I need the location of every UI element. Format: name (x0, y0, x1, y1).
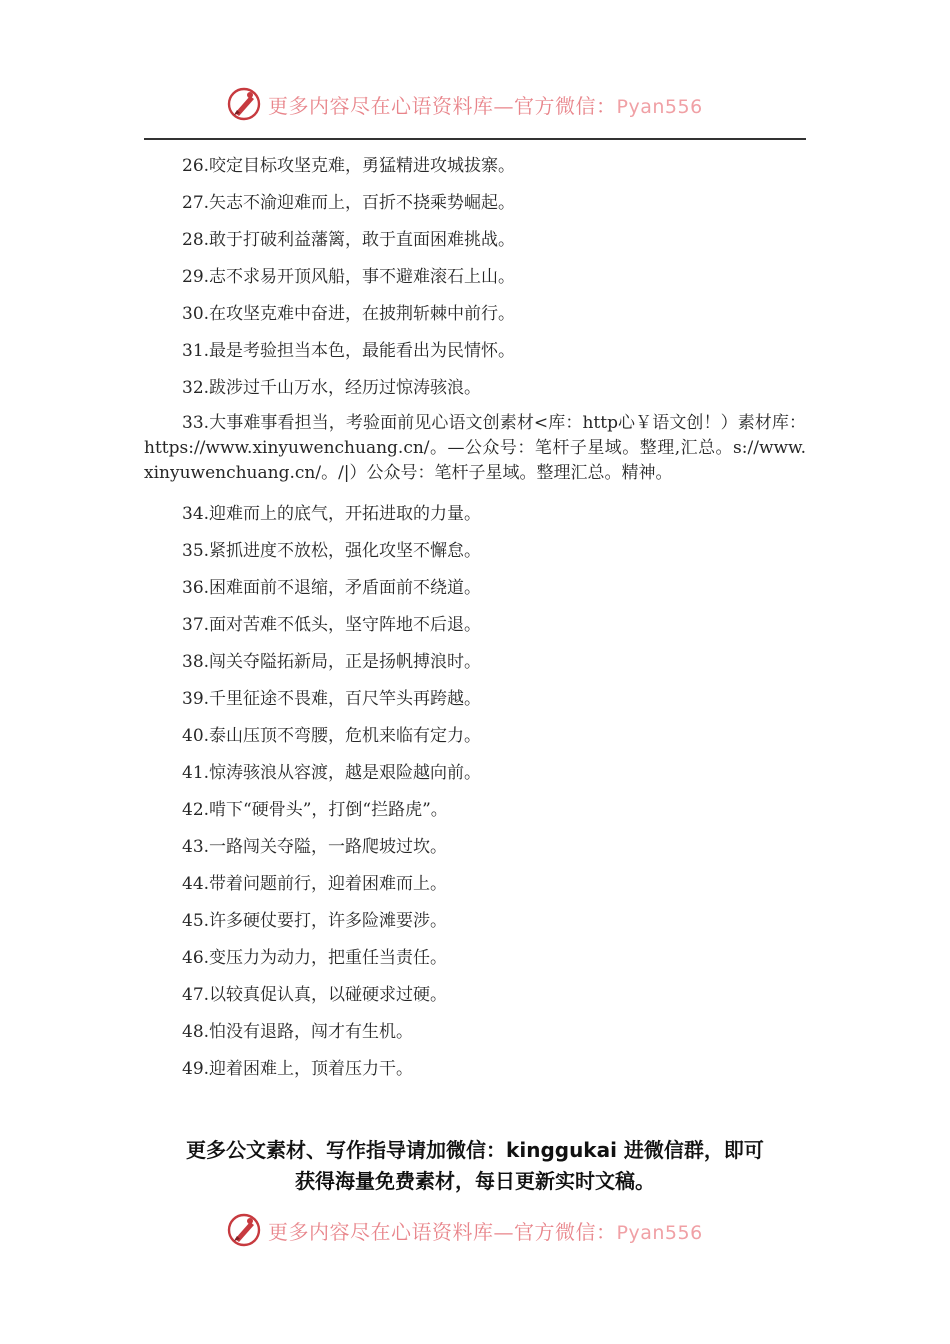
list-item: 30.在攻坚克难中奋进，在披荆斩棘中前行。 (182, 304, 516, 324)
list-item: 36.困难面前不退缩，矛盾面前不绕道。 (182, 578, 482, 598)
list-item: 43.一路闯关夺隘，一路爬坡过坎。 (182, 837, 448, 857)
promo-line-2: 获得海量免费素材，每日更新实时文稿。 (295, 1169, 655, 1193)
list-item: 45.许多硬仗要打，许多险滩要涉。 (182, 911, 448, 931)
banner-title: 更多内容尽在心语资料库—官方微信： (268, 1219, 617, 1244)
footer-banner (226, 1210, 746, 1250)
pen-logo-icon (226, 1212, 262, 1248)
list-item: 49.迎着困难上，顶着压力干。 (182, 1059, 414, 1079)
list-item: 26.咬定目标攻坚克难，勇猛精进攻城拔寨。 (182, 156, 516, 176)
promo-notice (144, 1135, 806, 1197)
promo-line-1: 更多公文素材、写作指导请加微信：kinggukai 进微信群，即可 (186, 1138, 764, 1162)
document-body (144, 150, 806, 1090)
list-item: 48.怕没有退路，闯才有生机。 (182, 1022, 414, 1042)
header-banner (226, 84, 746, 124)
banner-wechat-id: Pyan556 (616, 1221, 703, 1244)
list-item: 31.最是考验担当本色，最能看出为民情怀。 (182, 341, 516, 361)
pen-logo-icon (226, 86, 262, 122)
list-item: 32.跋涉过千山万水，经历过惊涛骇浪。 (182, 378, 482, 398)
list-item: 47.以较真促认真，以碰硬求过硬。 (182, 985, 448, 1005)
list-item: 35.紧抓进度不放松，强化攻坚不懈怠。 (182, 541, 482, 561)
banner-wechat-id: Pyan556 (616, 95, 703, 118)
list-item: 46.变压力为动力，把重任当责任。 (182, 948, 448, 968)
list-item: 37.面对苦难不低头，坚守阵地不后退。 (182, 615, 482, 635)
paragraph-33: 33.大事难事看担当，考验面前见心语文创素材<库：http心￥语文创！）素材库：https://www.xinyuwenchuang.cn/。—公众号：笔杆子星域。整理,汇总。s://www.xinyuwenchuang.cn/。/|）公众号：笔杆子星域。整理汇总。精神。 (144, 413, 806, 483)
list-item: 40.泰山压顶不弯腰，危机来临有定力。 (182, 726, 482, 746)
banner-title: 更多内容尽在心语资料库—官方微信： (268, 93, 617, 118)
list-item: 34.迎难而上的底气，开拓进取的力量。 (182, 504, 482, 524)
list-item: 42.啃下“硬骨头”，打倒“拦路虎”。 (182, 800, 448, 820)
list-item: 41.惊涛骇浪从容渡，越是艰险越向前。 (182, 763, 482, 783)
header-divider (144, 138, 806, 140)
list-item: 44.带着问题前行，迎着困难而上。 (182, 874, 448, 894)
list-item: 28.敢于打破利益藩篱，敢于直面困难挑战。 (182, 230, 516, 250)
banner-text (268, 90, 703, 119)
list-item: 29.志不求易开顶风船，事不避难滚石上山。 (182, 267, 516, 287)
list-item: 38.闯关夺隘拓新局，正是扬帆搏浪时。 (182, 652, 482, 672)
list-item: 39.千里征途不畏难，百尺竿头再跨越。 (182, 689, 482, 709)
list-item: 27.矢志不渝迎难而上，百折不挠乘势崛起。 (182, 193, 516, 213)
banner-text (268, 1216, 703, 1245)
